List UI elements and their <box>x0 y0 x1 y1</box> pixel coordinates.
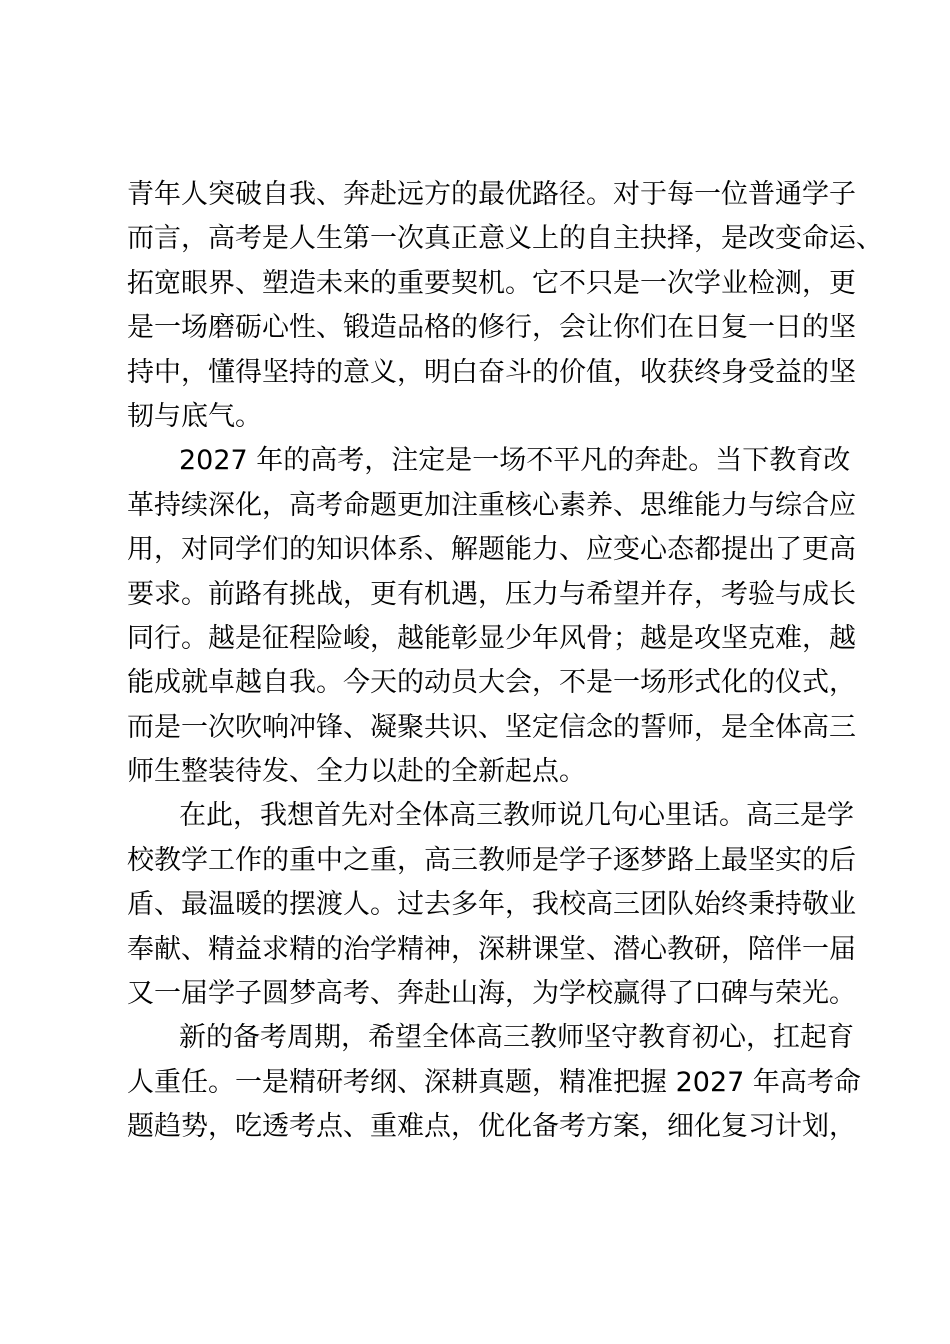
text-line: 要求。前路有挑战，更有机遇，压力与希望并存，考验与成长 <box>127 578 856 610</box>
text-line: 校教学工作的重中之重，高三教师是学子逐梦路上最坚实的后 <box>127 844 856 876</box>
text-line: 革持续深化，高考命题更加注重核心素养、思维能力与综合应 <box>127 489 856 521</box>
paragraph-first-line: 在此，我想首先对全体高三教师说几句心里话。高三是学 <box>179 800 854 832</box>
text-line: 用，对同学们的知识体系、解题能力、应变心态都提出了更高 <box>127 534 856 566</box>
text-line: 是一场磨砺心性、锻造品格的修行，会让你们在日复一日的坚 <box>127 312 856 344</box>
text-line: 同行。越是征程险峻，越能彰显少年风骨；越是攻坚克难，越 <box>127 622 856 654</box>
text-line: 而是一次吹响冲锋、凝聚共识、坚定信念的誓师，是全体高三 <box>127 711 856 743</box>
document-body <box>127 173 883 1150</box>
text-line: 人重任。一是精研考纲、深耕真题，精准把握 2027 年高考命 <box>127 1066 861 1098</box>
text-line: 盾、最温暖的摆渡人。过去多年，我校高三团队始终秉持敬业 <box>127 889 856 921</box>
text-line: 青年人突破自我、奔赴远方的最优路径。对于每一位普通学子 <box>127 179 856 210</box>
text-line: 而言，高考是人生第一次真正意义上的自主抉择，是改变命运、 <box>127 223 883 255</box>
text-line: 题趋势，吃透考点、重难点，优化备考方案，细化复习计划， <box>127 1111 856 1143</box>
text-line: 韧与底气。 <box>127 400 262 432</box>
text-line: 师生整装待发、全力以赴的全新起点。 <box>127 756 586 788</box>
text-line: 拓宽眼界、塑造未来的重要契机。它不只是一次学业检测，更 <box>127 267 856 299</box>
paragraph-first-line: 2027 年的高考，注定是一场不平凡的奔赴。当下教育改 <box>179 445 851 477</box>
text-line: 又一届学子圆梦高考、奔赴山海，为学校赢得了口碑与荣光。 <box>127 978 856 1010</box>
text-line: 持中，懂得坚持的意义，明白奋斗的价值，收获终身受益的坚 <box>127 356 856 388</box>
text-line: 奉献、精益求精的治学精神，深耕课堂、潜心教研，陪伴一届 <box>127 933 856 965</box>
paragraph-first-line: 新的备考周期，希望全体高三教师坚守教育初心，扛起育 <box>179 1022 854 1054</box>
text-line: 能成就卓越自我。今天的动员大会，不是一场形式化的仪式， <box>127 667 856 699</box>
